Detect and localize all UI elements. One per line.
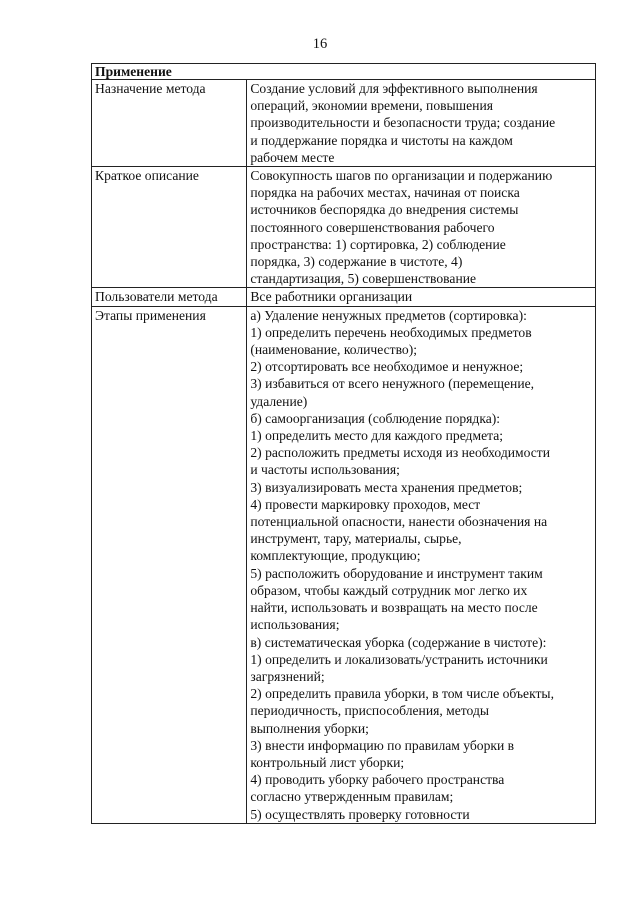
cell-text-line: 3) внести информацию по правилам уборки в bbox=[250, 737, 515, 753]
cell-text-line: Все работники организации bbox=[250, 289, 413, 305]
cell-text-line: 4) проводить уборку рабочего пространства bbox=[250, 772, 505, 788]
cell-text-line: использования; bbox=[250, 617, 340, 633]
cell-text-line: постоянного совершенствования рабочего bbox=[250, 219, 495, 235]
cell-text-line: удаление) bbox=[250, 393, 308, 409]
cell-text-line: в) систематическая уборка (содержание в чистоте): bbox=[250, 634, 547, 650]
cell-text-line: инструмент, тару, материалы, сырье, bbox=[250, 531, 462, 547]
cell-text-line: источников беспорядка до внедрения системы bbox=[250, 202, 519, 218]
row-label-purpose: Назначение метода bbox=[92, 80, 247, 167]
table-header: Применение bbox=[92, 64, 596, 80]
table-row-users bbox=[92, 288, 596, 306]
row-label-users: Пользователи метода bbox=[92, 288, 247, 306]
cell-text-line: производительности и безопасности труда; создание bbox=[250, 115, 556, 131]
cell-text-line: 5) расположить оборудование и инструмент таким bbox=[250, 565, 543, 581]
cell-text-line: порядка на рабочих местах, начиная от поиска bbox=[250, 185, 520, 201]
cell-text-line: выполнения уборки; bbox=[250, 720, 369, 736]
cell-text-line: 3) избавиться от всего ненужного (перемещение, bbox=[250, 376, 535, 392]
cell-text-line: и поддержание порядка и чистоты на каждом bbox=[250, 132, 513, 148]
cell-text-line: Создание условий для эффективного выполнения bbox=[250, 81, 538, 96]
cell-text-line: порядка, 3) содержание в чистоте, 4) bbox=[250, 254, 463, 270]
cell-text-line: 1) определить перечень необходимых предметов bbox=[250, 324, 532, 340]
cell-text-line: контрольный лист уборки; bbox=[250, 754, 405, 770]
row-value-description bbox=[247, 167, 596, 288]
row-label-stages: Этапы применения bbox=[92, 306, 247, 823]
row-value-purpose bbox=[247, 80, 596, 167]
table-row-description bbox=[92, 167, 596, 288]
cell-text-line: 4) провести маркировку проходов, мест bbox=[250, 496, 481, 512]
table-row-stages bbox=[92, 306, 596, 823]
row-value-stages bbox=[247, 306, 596, 823]
cell-text-line: образом, чтобы каждый сотрудник мог легко их bbox=[250, 582, 528, 598]
cell-text-line: 3) визуализировать места хранения предметов; bbox=[250, 479, 523, 495]
cell-text-line: 1) определить и локализовать/устранить источники bbox=[250, 651, 548, 667]
cell-text-line: 2) расположить предметы исходя из необходимости bbox=[250, 445, 551, 461]
application-table bbox=[91, 63, 596, 824]
cell-text-line: пространства: 1) сортировка, 2) соблюдение bbox=[250, 236, 506, 252]
cell-text-line: (наименование, количество); bbox=[250, 342, 418, 358]
cell-text-line: 1) определить место для каждого предмета; bbox=[250, 428, 504, 444]
cell-text-line: потенциальной опасности, нанести обозначения на bbox=[250, 514, 548, 530]
row-value-users bbox=[247, 288, 596, 306]
cell-text-line: периодичность, приспособления, методы bbox=[250, 703, 490, 719]
cell-text-line: 2) отсортировать все необходимое и ненужное; bbox=[250, 359, 524, 375]
page-number: 16 bbox=[312, 36, 328, 52]
table-row-purpose bbox=[92, 80, 596, 167]
cell-text-line: загрязнений; bbox=[250, 668, 325, 684]
cell-text-line: б) самоорганизация (соблюдение порядка): bbox=[250, 410, 501, 426]
cell-text-line: операций, экономии времени, повышения bbox=[250, 98, 493, 114]
cell-text-line: 2) определить правила уборки, в том числе объекты, bbox=[250, 686, 554, 702]
cell-text-line: найти, использовать и возвращать на место после bbox=[250, 600, 538, 616]
row-label-description: Краткое описание bbox=[92, 167, 247, 288]
cell-text-line: и частоты использования; bbox=[250, 462, 400, 478]
cell-text-line: стандартизация, 5) совершенствование bbox=[250, 271, 477, 287]
cell-text-line: рабочем месте bbox=[250, 149, 335, 165]
table-header-row bbox=[92, 64, 596, 80]
cell-text-line: 5) осуществлять проверку готовности bbox=[250, 806, 470, 822]
cell-text-line: а) Удаление ненужных предметов (сортировка): bbox=[250, 307, 527, 323]
cell-text-line: комплектующие, продукцию; bbox=[250, 548, 421, 564]
cell-text-line: Совокупность шагов по организации и подержанию bbox=[250, 168, 553, 184]
cell-text-line: согласно утвержденным правилам; bbox=[250, 789, 454, 805]
